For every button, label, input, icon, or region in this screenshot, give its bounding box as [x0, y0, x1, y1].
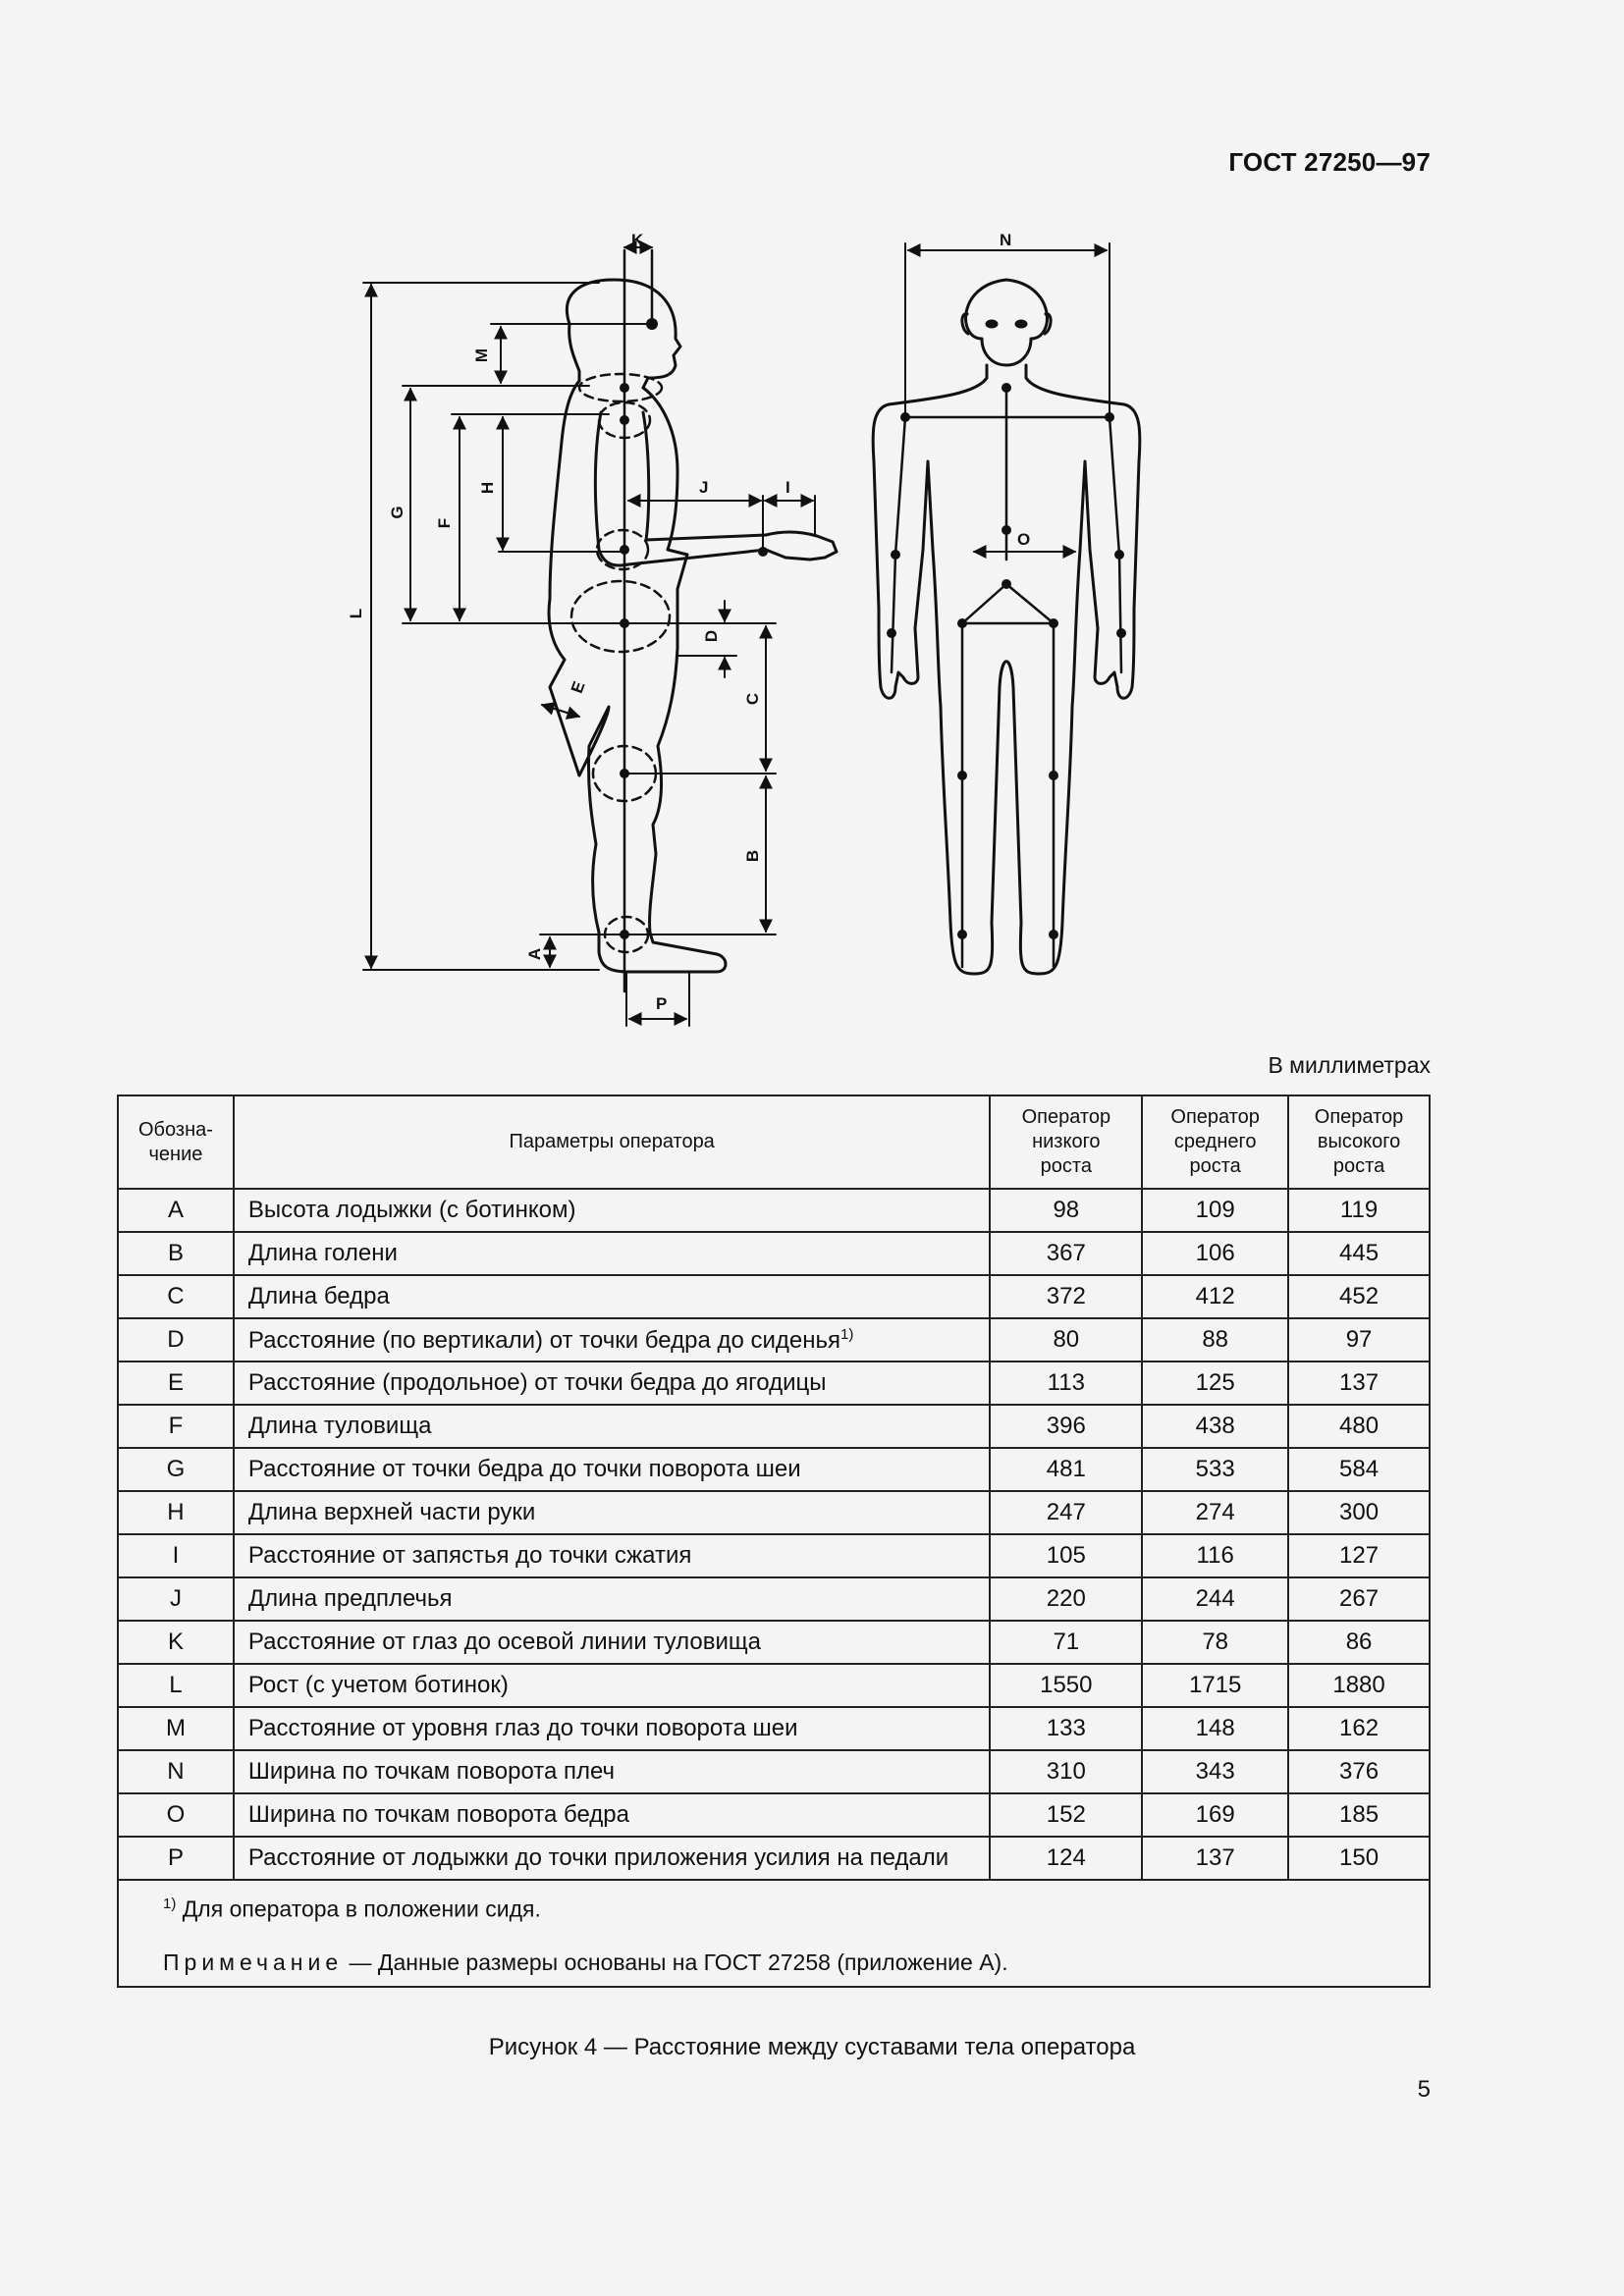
label-I: I [785, 478, 790, 497]
table-row [118, 1750, 1430, 1793]
cell-code: P [118, 1837, 234, 1880]
cell-high: 300 [1288, 1491, 1430, 1534]
label-O-front: O [1017, 530, 1031, 549]
cell-low: 152 [990, 1793, 1142, 1837]
cell-mid: 78 [1142, 1621, 1288, 1664]
side-back-outline [549, 381, 579, 775]
cell-param: Рост (с учетом ботинок) [234, 1664, 991, 1707]
cell-low: 133 [990, 1707, 1142, 1750]
label-K: K [631, 231, 644, 249]
cell-high: 185 [1288, 1793, 1430, 1837]
cell-param: Расстояние от глаз до осевой линии туловища [234, 1621, 991, 1664]
cell-param: Расстояние от запястья до точки сжатия [234, 1534, 991, 1577]
front-view-figure [873, 243, 1140, 974]
cell-low: 98 [990, 1189, 1142, 1232]
cell-code: K [118, 1621, 234, 1664]
table-row [118, 1577, 1430, 1621]
table-row [118, 1448, 1430, 1491]
cell-high: 162 [1288, 1707, 1430, 1750]
table-row [118, 1362, 1430, 1405]
cell-high: 86 [1288, 1621, 1430, 1664]
table-row [118, 1837, 1430, 1880]
units-note: В миллиметрах [1268, 1052, 1431, 1078]
cell-mid: 412 [1142, 1275, 1288, 1318]
cell-param: Длина верхней части руки [234, 1491, 991, 1534]
body-dimensions-drawing [0, 0, 1624, 1041]
cell-high: 97 [1288, 1318, 1430, 1362]
cell-code: H [118, 1491, 234, 1534]
cell-code: F [118, 1405, 234, 1448]
cell-param: Высота лодыжки (с ботинком) [234, 1189, 991, 1232]
cell-code: E [118, 1362, 234, 1405]
note-label: Примечание [163, 1949, 344, 1975]
cell-param: Расстояние (по вертикали) от точки бедра до сиденья$^{1)}$ [234, 1318, 991, 1362]
cell-low: 481 [990, 1448, 1142, 1491]
cell-mid: 106 [1142, 1232, 1288, 1275]
table-header-row [118, 1095, 1430, 1189]
label-D: D [702, 629, 721, 643]
cell-code: A [118, 1189, 234, 1232]
cell-low: 124 [990, 1837, 1142, 1880]
cell-low: 220 [990, 1577, 1142, 1621]
table-row [118, 1707, 1430, 1750]
cell-param: Длина голени [234, 1232, 991, 1275]
cell-high: 584 [1288, 1448, 1430, 1491]
cell-param: Ширина по точкам поворота бедра [234, 1793, 991, 1837]
cell-code: J [118, 1577, 234, 1621]
label-H: H [478, 481, 497, 495]
cell-param: Ширина по точкам поворота плеч [234, 1750, 991, 1793]
operator-parameters-table [117, 1095, 1431, 1988]
front-head-outline [966, 280, 1048, 365]
label-A: A [525, 947, 544, 961]
table-row [118, 1664, 1430, 1707]
operator-body-figure [0, 0, 1624, 1041]
label-G: G [388, 506, 406, 519]
cell-param: Длина предплечья [234, 1577, 991, 1621]
table-row [118, 1189, 1430, 1232]
cell-param: Расстояние от уровня глаз до точки поворота шеи [234, 1707, 991, 1750]
header-high: Оператор высокого роста [1288, 1095, 1430, 1189]
label-C: C [743, 692, 762, 706]
cell-low: 396 [990, 1405, 1142, 1448]
header-code: Обозна- чение [118, 1095, 234, 1189]
cell-high: 452 [1288, 1275, 1430, 1318]
cell-mid: 438 [1142, 1405, 1288, 1448]
cell-mid: 343 [1142, 1750, 1288, 1793]
cell-mid: 88 [1142, 1318, 1288, 1362]
document-id: ГОСТ 27250—97 [1228, 147, 1431, 177]
cell-low: 367 [990, 1232, 1142, 1275]
table-row [118, 1318, 1430, 1362]
table-row [118, 1405, 1430, 1448]
cell-high: 119 [1288, 1189, 1430, 1232]
notes-cell [118, 1880, 1430, 1987]
cell-low: 80 [990, 1318, 1142, 1362]
note: Примечание — Данные размеры основаны на ГОСТ 27258 (приложение А). [163, 1949, 1008, 1975]
cell-high: 376 [1288, 1750, 1430, 1793]
label-M: M [472, 347, 491, 363]
cell-low: 1550 [990, 1664, 1142, 1707]
cell-mid: 116 [1142, 1534, 1288, 1577]
cell-low: 247 [990, 1491, 1142, 1534]
dim-E [542, 705, 579, 717]
cell-code: D [118, 1318, 234, 1362]
side-foot-outline [599, 933, 726, 972]
table-row [118, 1491, 1430, 1534]
cell-high: 1880 [1288, 1664, 1430, 1707]
cell-mid: 109 [1142, 1189, 1288, 1232]
table-notes-row [118, 1880, 1430, 1987]
label-F: F [435, 517, 454, 529]
cell-high: 127 [1288, 1534, 1430, 1577]
cell-code: N [118, 1750, 234, 1793]
cell-param: Расстояние (продольное) от точки бедра до ягодицы [234, 1362, 991, 1405]
cell-high: 267 [1288, 1577, 1430, 1621]
label-P: P [656, 994, 668, 1013]
cell-mid: 169 [1142, 1793, 1288, 1837]
header-low: Оператор низкого роста [990, 1095, 1142, 1189]
cell-high: 150 [1288, 1837, 1430, 1880]
header-param: Параметры оператора [234, 1095, 991, 1189]
cell-code: M [118, 1707, 234, 1750]
cell-mid: 148 [1142, 1707, 1288, 1750]
table-row [118, 1232, 1430, 1275]
cell-code: O [118, 1793, 234, 1837]
cell-mid: 125 [1142, 1362, 1288, 1405]
cell-param: Расстояние от точки бедра до точки поворота шеи [234, 1448, 991, 1491]
cell-high: 445 [1288, 1232, 1430, 1275]
figure-caption: Рисунок 4 — Расстояние между суставами тела оператора [488, 2034, 1136, 2060]
label-B: B [743, 849, 762, 863]
side-hand-outline [766, 532, 837, 560]
cell-low: 310 [990, 1750, 1142, 1793]
side-view-figure [363, 247, 837, 1026]
side-front-outline [643, 388, 687, 648]
table-row [118, 1793, 1430, 1837]
cell-mid: 533 [1142, 1448, 1288, 1491]
cell-code: C [118, 1275, 234, 1318]
table-row [118, 1534, 1430, 1577]
label-J: J [699, 478, 709, 497]
page-number: 5 [1417, 2076, 1431, 2103]
cell-mid: 274 [1142, 1491, 1288, 1534]
cell-low: 113 [990, 1362, 1142, 1405]
cell-code: I [118, 1534, 234, 1577]
footnote: $^{1)}$ Для оператора в положении сидя. [163, 1896, 541, 1922]
table-row [118, 1621, 1430, 1664]
header-mid: Оператор среднего роста [1142, 1095, 1288, 1189]
cell-param: Длина бедра [234, 1275, 991, 1318]
cell-high: 480 [1288, 1405, 1430, 1448]
hip-joint [571, 581, 670, 652]
cell-param: Длина туловища [234, 1405, 991, 1448]
cell-code: L [118, 1664, 234, 1707]
cell-mid: 1715 [1142, 1664, 1288, 1707]
cell-code: G [118, 1448, 234, 1491]
cell-low: 372 [990, 1275, 1142, 1318]
label-E: E [567, 678, 589, 696]
label-N: N [1000, 231, 1012, 249]
cell-mid: 137 [1142, 1837, 1288, 1880]
cell-code: B [118, 1232, 234, 1275]
cell-high: 137 [1288, 1362, 1430, 1405]
cell-low: 105 [990, 1534, 1142, 1577]
cell-param: Расстояние от лодыжки до точки приложения усилия на педали [234, 1837, 991, 1880]
cell-mid: 244 [1142, 1577, 1288, 1621]
cell-low: 71 [990, 1621, 1142, 1664]
table-row [118, 1275, 1430, 1318]
label-L: L [347, 608, 365, 619]
